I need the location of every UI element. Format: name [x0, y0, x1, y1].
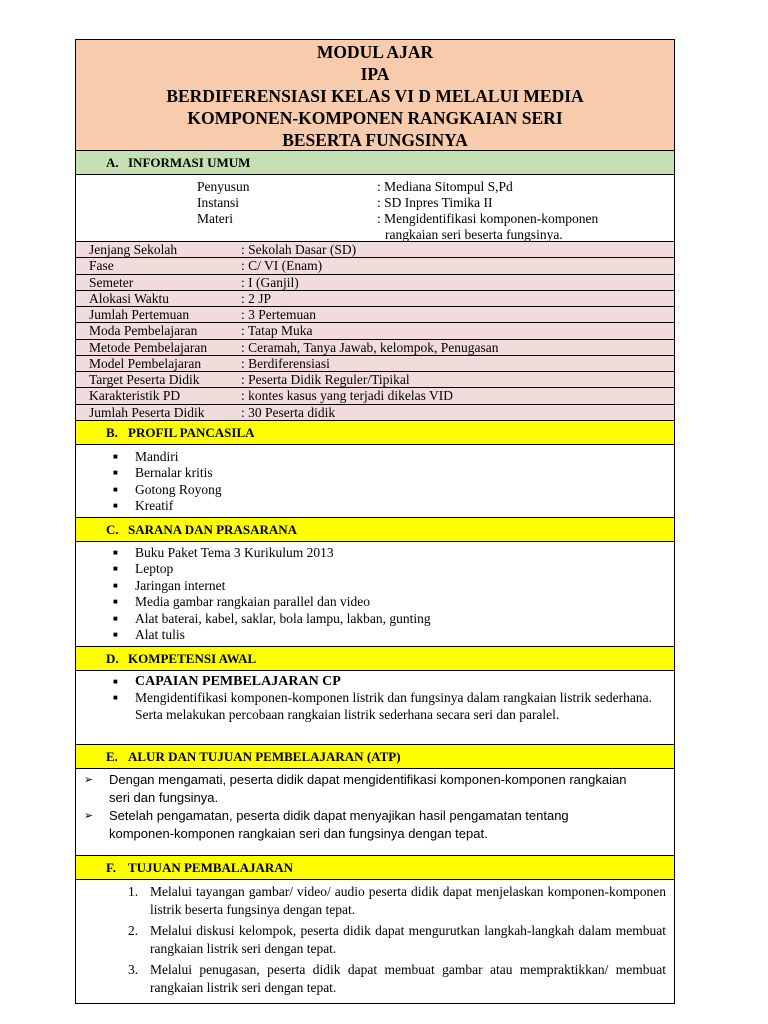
list-item-text: Jaringan internet	[135, 577, 226, 593]
title-line: BESERTA FUNGSINYA	[282, 130, 468, 150]
section-title: PROFIL PANCASILA	[128, 424, 255, 440]
list-item-text: Alat baterai, kabel, saklar, bola lampu, lakban, gunting	[135, 610, 431, 626]
info-row	[76, 179, 674, 195]
list-item	[128, 883, 666, 919]
list-item-text: Bernalar kritis	[135, 465, 213, 481]
info-row	[76, 211, 674, 227]
item-number: 3.	[128, 961, 139, 977]
info-row	[76, 227, 674, 243]
section-a-header	[76, 151, 674, 175]
item-number: 2.	[128, 922, 139, 938]
section-b-header	[76, 421, 674, 445]
section-title: SARANA DAN PRASARANA	[128, 521, 298, 537]
info-table-row	[76, 372, 674, 388]
learning-objectives	[76, 880, 674, 997]
info-table-row	[76, 388, 674, 404]
row-value: : kontes kasus yang terjadi dikelas VID	[241, 388, 453, 404]
list-item-text: Leptop	[135, 561, 174, 577]
list-item-text: Media gambar rangkaian parallel dan video	[135, 594, 371, 610]
title-line: MODUL AJAR	[316, 42, 434, 62]
title-line: IPA	[360, 64, 390, 84]
section-title: KOMPETENSI AWAL	[128, 650, 257, 666]
row-value: : 30 Peserta didik	[241, 404, 336, 420]
info-value: : Mediana Sitompul S,Pd	[377, 179, 513, 194]
list-item	[128, 961, 666, 997]
list-item	[113, 449, 674, 466]
section-title: ALUR DAN TUJUAN PEMBELAJARAN (ATP)	[128, 748, 401, 764]
list-item	[113, 690, 654, 723]
info-value-continued: rangkaian seri beserta fungsinya.	[385, 227, 563, 242]
list-item	[113, 498, 674, 515]
square-bullet-icon: ■	[113, 451, 118, 461]
section-f-header	[76, 856, 674, 880]
list-item-text: Gotong Royong	[135, 481, 222, 497]
square-bullet-icon: ■	[113, 613, 118, 623]
square-bullet-icon: ■	[113, 501, 118, 511]
row-label: Jumlah Pertemuan	[89, 307, 190, 322]
title-line: KOMPONEN-KOMPONEN RANGKAIAN SERI	[187, 108, 563, 128]
item-number: 1.	[128, 883, 139, 899]
info-table-row	[76, 356, 674, 372]
section-d-header	[76, 647, 674, 671]
row-label: Moda Pembelajaran	[89, 323, 198, 339]
row-label: Semeter	[89, 274, 134, 290]
row-label: Model Pembelajaran	[89, 355, 202, 371]
row-value: : I (Ganjil)	[241, 274, 299, 290]
square-bullet-icon: ■	[113, 676, 118, 686]
module-title	[76, 40, 674, 151]
section-letter: F.	[106, 859, 116, 875]
row-value: : Ceramah, Tanya Jawab, kelompok, Penugasan	[241, 339, 499, 355]
competency-list	[76, 671, 674, 745]
row-value: : Tatap Muka	[241, 323, 313, 339]
info-value: : Mengidentifikasi komponen-komponen	[377, 211, 599, 226]
square-bullet-icon: ■	[113, 468, 118, 478]
list-item	[84, 807, 634, 843]
list-item-text: Melalui penugasan, peserta didik dapat membuat gambar atau mempraktikkan/ membuat rangkaian listrik seri dengan tepat.	[150, 961, 666, 995]
info-label: Penyusun	[197, 179, 250, 194]
list-item-text: Alat tulis	[135, 627, 185, 643]
arrow-bullet-icon: ➢	[84, 809, 94, 822]
square-bullet-icon: ■	[113, 597, 118, 607]
info-label: Instansi	[197, 195, 239, 210]
info-table-row	[76, 340, 674, 356]
section-letter: B.	[106, 424, 118, 440]
info-label: Materi	[197, 211, 233, 226]
row-label: Fase	[89, 258, 114, 274]
info-table-row	[76, 275, 674, 291]
square-bullet-icon: ■	[113, 580, 118, 590]
info-row	[76, 195, 674, 211]
cp-title: CAPAIAN PEMBELAJARAN CP	[135, 673, 341, 689]
section-letter: E.	[106, 748, 118, 764]
list-item	[113, 627, 674, 644]
row-value: : 2 JP	[241, 290, 272, 306]
list-item	[113, 561, 674, 578]
info-table-row	[76, 291, 674, 307]
row-label: Metode Pembelajaran	[89, 339, 208, 355]
list-item-text: Melalui diskusi kelompok, peserta didik dapat mengurutkan langkah-langkah dalam membuat rangkaian listrik seri dengan tepat.	[150, 922, 666, 956]
row-value: : 3 Pertemuan	[241, 307, 316, 322]
square-bullet-icon: ■	[113, 693, 118, 703]
arrow-bullet-icon: ➢	[84, 773, 94, 786]
pancasila-list	[76, 445, 674, 518]
facilities-list	[76, 542, 674, 647]
info-table-row	[76, 405, 674, 421]
list-item-text: Mandiri	[135, 448, 179, 464]
list-item	[128, 922, 666, 958]
list-item	[113, 674, 654, 691]
list-item	[113, 482, 674, 499]
section-e-header	[76, 745, 674, 769]
info-table-row	[76, 307, 674, 323]
list-item-text: Kreatif	[135, 498, 174, 514]
cp-text: Mengidentifikasi komponen-komponen listrik dan fungsinya dalam rangkaian listrik sederhana. Serta melakukan percobaan rangkaian listrik sederhana secara seri dan paralel.	[135, 690, 653, 722]
row-label: Jumlah Peserta Didik	[89, 404, 205, 420]
row-label: Jenjang Sekolah	[89, 242, 178, 257]
list-item-text: Melalui tayangan gambar/ video/ audio peserta didik dapat menjelaskan komponen-komponen listrik beserta fungsinya dengan tepat.	[150, 883, 666, 917]
module-document	[75, 39, 675, 1004]
row-value: : Peserta Didik Reguler/Tipikal	[241, 372, 410, 387]
list-item	[113, 578, 674, 595]
list-item-text: Buku Paket Tema 3 Kurikulum 2013	[135, 544, 334, 560]
list-item-text: Dengan mengamati, peserta didik dapat mengidentifikasi komponen-komponen rangkaian seri dan fungsinya.	[109, 771, 627, 805]
list-item	[84, 771, 634, 807]
row-label: Karakteristik PD	[89, 388, 181, 404]
row-value: : C/ VI (Enam)	[241, 258, 323, 274]
info-table-row	[76, 323, 674, 339]
list-item	[113, 611, 674, 628]
section-letter: C.	[106, 521, 119, 537]
row-value: : Sekolah Dasar (SD)	[241, 242, 357, 257]
section-title: INFORMASI UMUM	[128, 155, 251, 170]
section-title: TUJUAN PEMBALAJARAN	[128, 859, 294, 875]
atp-list	[76, 769, 674, 856]
list-item-text: Setelah pengamatan, peserta didik dapat menyajikan hasil pengamatan tentang komponen-komponen rangkaian seri dan fungsinya dengan tepat.	[109, 807, 569, 841]
general-info	[76, 175, 674, 242]
row-label: Alokasi Waktu	[89, 290, 170, 306]
square-bullet-icon: ■	[113, 547, 118, 557]
row-label: Target Peserta Didik	[89, 372, 200, 387]
list-item	[113, 594, 674, 611]
square-bullet-icon: ■	[113, 630, 118, 640]
row-value: : Berdiferensiasi	[241, 355, 330, 371]
section-c-header	[76, 518, 674, 542]
info-table-row	[76, 258, 674, 274]
section-letter: D.	[106, 650, 119, 666]
square-bullet-icon: ■	[113, 564, 118, 574]
list-item	[113, 465, 674, 482]
section-letter: A.	[106, 155, 119, 170]
list-item	[113, 545, 674, 562]
square-bullet-icon: ■	[113, 484, 118, 494]
info-table	[76, 242, 674, 421]
info-table-row	[76, 242, 674, 258]
title-line: BERDIFERENSIASI KELAS VI D MELALUI MEDIA	[166, 86, 584, 106]
info-value: : SD Inpres Timika II	[377, 195, 493, 210]
